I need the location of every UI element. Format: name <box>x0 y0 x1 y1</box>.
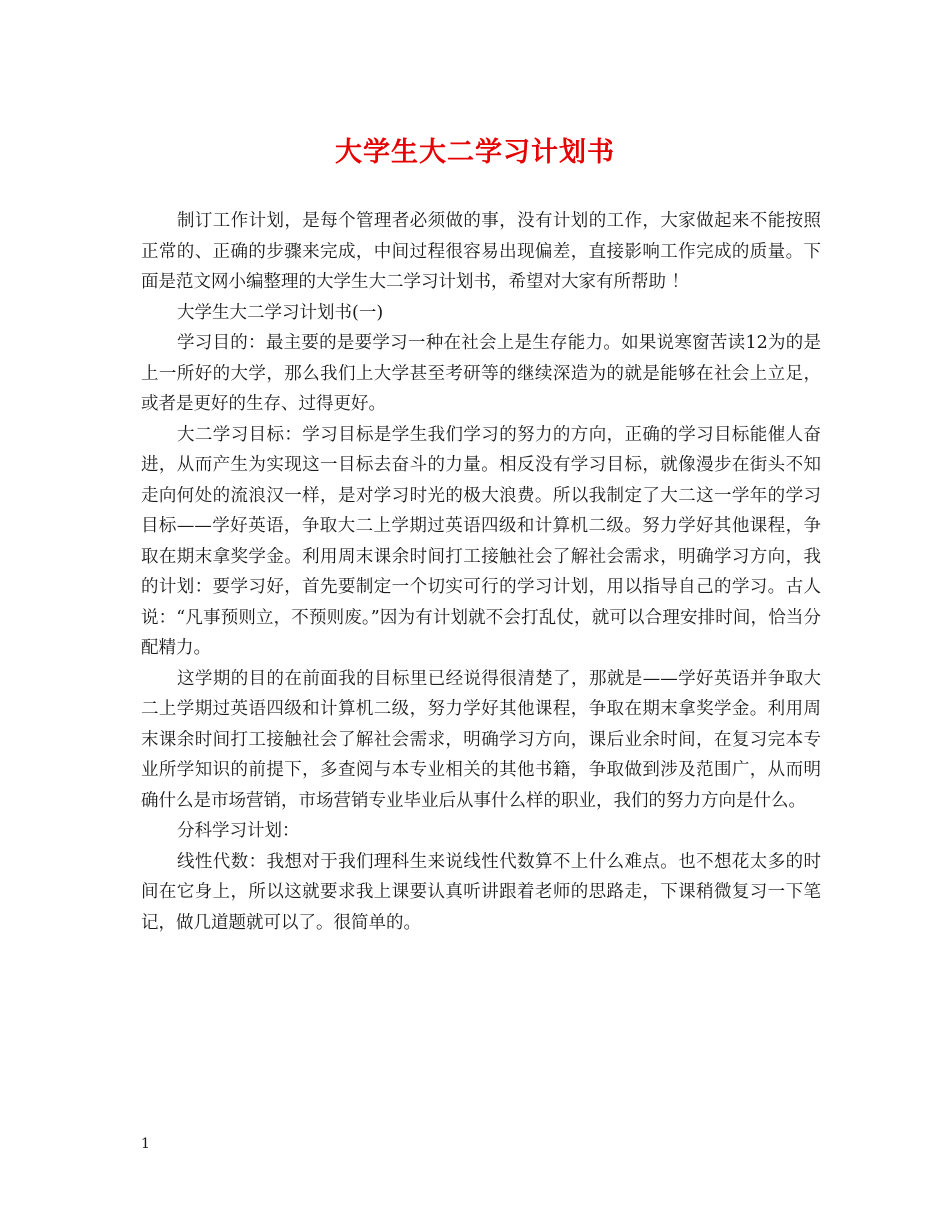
section-heading-plan-one: 大学生大二学习计划书(一) <box>177 302 384 323</box>
section-heading-subject-plan: 分科学习计划： <box>177 821 300 841</box>
paragraph-linear-algebra: 线性代数：我想对于我们理科生来说线性代数算不上什么难点。也不想花太多的时间在它身上，所以这就要求我上课要认真听讲跟着老师的思路走，下课稍微复习一下笔记，做几道题就可以了。很简单的。 <box>141 851 821 933</box>
document-title: 大学生大二学习计划书 <box>335 137 615 168</box>
document-body <box>141 206 821 938</box>
page-number: 1 <box>141 1136 150 1152</box>
paragraph-learning-purpose: 学习目的：最主要的是要学习一种在社会上是生存能力。如果说寒窗苦读12为的是上一所好的大学，那么我们上大学甚至考研等的继续深造为的就是能够在社会上立足，或者是更好的生存、过得更好。 <box>141 333 821 414</box>
paragraph-semester-purpose: 这学期的目的在前面我的目标里已经说得很清楚了，那就是——学好英语并争取大二上学期过英语四级和计算机二级，努力学好其他课程，争取在期末拿奖学金。利用周末课余时间打工接触社会了解社会需求，明确学习方向，课后业余时间，在复习完本专业所学知识的前提下，多查阅与本专业相关的其他书籍，争取做到涉及范围广，从而明确什么是市场营销，市场营销专业毕业后从事什么样的职业，我们的努力方向是什么。 <box>141 668 821 811</box>
paragraph-sophomore-goals: 大二学习目标：学习目标是学生我们学习的努力的方向，正确的学习目标能催人奋进，从而产生为实现这一目标去奋斗的力量。相反没有学习目标，就像漫步在街头不知走向何处的流浪汉一样，是对学习时光的极大浪费。所以我制定了大二这一学年的学习目标——学好英语，争取大二上学期过英语四级和计算机二级。努力学好其他课程，争取在期末拿奖学金。利用周末课余时间打工接触社会了解社会需求，明确学习方向，我的计划：要学习好，首先要制定一个切实可行的学习计划，用以指导自己的学习。古人说：“凡事预则立，不预则废。”因为有计划就不会打乱仗，就可以合理安排时间，恰当分配精力。 <box>141 424 821 658</box>
paragraph-intro: 制订工作计划，是每个管理者必须做的事，没有计划的工作，大家做起来不能按照正常的、正确的步骤来完成，中间过程很容易出现偏差，直接影响工作完成的质量。下面是范文网小编整理的大学生大二学习计划书，希望对大家有所帮助 ！ <box>141 211 821 292</box>
